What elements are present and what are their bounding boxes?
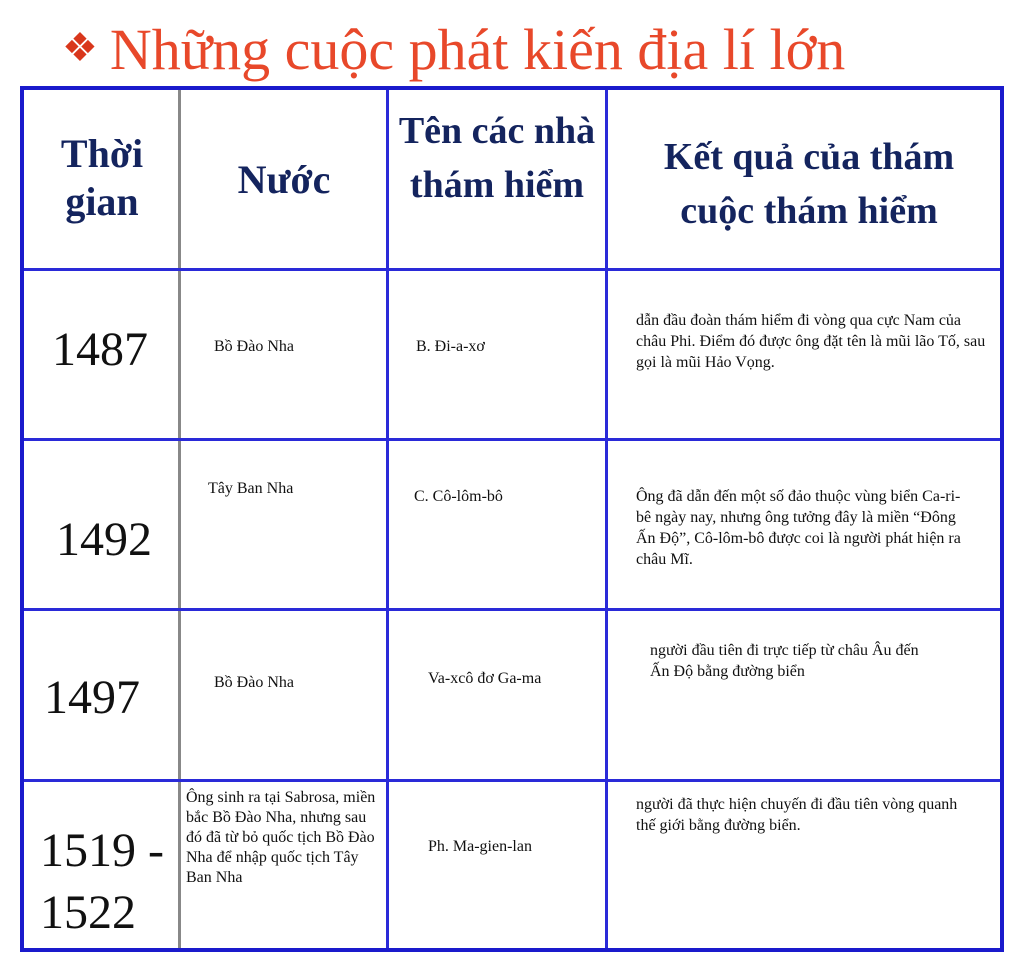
row-divider: [24, 779, 1000, 782]
row-1-country: Bồ Đào Nha: [214, 338, 294, 355]
row-4-explorer: Ph. Ma-gien-lan: [428, 838, 532, 855]
row-1-explorer: B. Đi-a-xơ: [416, 338, 485, 355]
row-2-country: Tây Ban Nha: [208, 480, 294, 497]
row-3-result: người đầu tiên đi trực tiếp từ châu Âu đến Ấn Độ bằng đường biển: [650, 642, 919, 680]
column-divider: [386, 90, 389, 948]
column-divider: [605, 90, 608, 948]
row-3-year: 1497: [44, 671, 140, 724]
row-4-year: 1519 - 1522: [40, 824, 164, 939]
row-1-year: 1487: [52, 323, 148, 376]
row-divider: [24, 608, 1000, 611]
row-3-explorer: Va-xcô đơ Ga-ma: [428, 670, 542, 687]
header-country: Nước: [237, 157, 331, 202]
row-4-result: người đã thực hiện chuyến đi đầu tiên vòng quanh thế giới bằng đường biển.: [636, 796, 958, 834]
row-2-year: 1492: [56, 513, 152, 566]
row-divider: [24, 438, 1000, 441]
row-divider: [24, 268, 1000, 271]
row-2-result: Ông đã dẫn đến một số đảo thuộc vùng biển Ca-ri-bê ngày nay, nhưng ông tưởng đây là miền “Đông Ấn Độ”, Cô-lôm-bô được coi là người phát hiện ra châu Mĩ.: [636, 488, 961, 568]
header-result: Kết quả của thám cuộc thám hiểm: [663, 136, 955, 232]
explorations-table: [20, 86, 1004, 952]
title-text: Những cuộc phát kiến địa lí lớn: [109, 17, 846, 82]
row-2-explorer: C. Cô-lôm-bô: [414, 488, 503, 505]
row-1-result: dẫn đầu đoàn thám hiểm đi vòng qua cực Nam của châu Phi. Điểm đó được ông đặt tên là mũi lão Tố, sau gọi là mũi Hảo Vọng.: [636, 312, 986, 371]
row-4-country: Ông sinh ra tại Sabrosa, miền bắc Bồ Đào Nha, nhưng sau đó đã từ bỏ quốc tịch Bồ Đào Nha để nhập quốc tịch Tây Ban Nha: [186, 789, 376, 886]
header-time: Thời gian: [60, 131, 144, 224]
header-explorer: Tên các nhà thám hiểm: [398, 110, 596, 206]
row-3-country: Bồ Đào Nha: [214, 674, 294, 691]
diamond-bullet-icon: ❖: [62, 25, 98, 70]
page-title: [62, 8, 845, 88]
